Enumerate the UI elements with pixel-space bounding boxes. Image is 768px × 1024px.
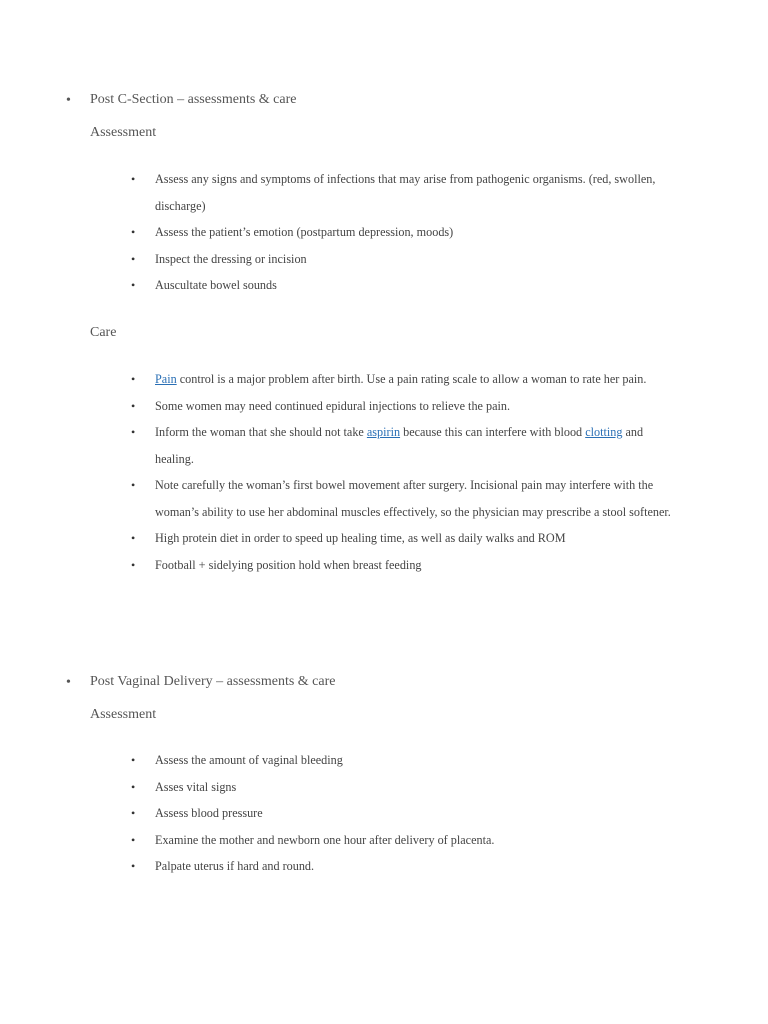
bullet-icon: • — [131, 278, 136, 292]
list-item: • Assess the patient’s emotion (postpartum depression, moods) — [0, 219, 685, 246]
pain-link[interactable]: Pain — [155, 372, 177, 386]
vaginal-assessment-heading: Assessment — [90, 707, 157, 722]
list-item: • Note carefully the woman’s first bowel movement after surgery. Incisional pain may interfere with the woman’s ability to use her abdominal muscles effectively, so the physician may prescribe a stool softener. — [0, 472, 685, 525]
bullet-icon: • — [66, 675, 71, 690]
bullet-icon: • — [131, 398, 136, 413]
bullet-icon: • — [131, 251, 136, 266]
list-item: • Assess any signs and symptoms of infections that may arise from pathogenic organisms. (red, swollen, discharge) — [0, 166, 685, 219]
csection-assessment-heading: Assessment — [90, 125, 157, 140]
list-item: • Inform the woman that she should not take aspirin because this can interfere with blood clotting and healing. — [0, 419, 685, 472]
bullet-icon: • — [131, 557, 136, 572]
list-item: • Palpate uterus if hard and round. — [0, 853, 685, 880]
list-item: • Some women may need continued epidural injections to relieve the pain. — [0, 393, 685, 420]
bullet-icon: • — [131, 478, 136, 492]
vaginal-assessment-list — [0, 747, 768, 880]
vaginal-title: Post Vaginal Delivery – assessments & care — [90, 674, 336, 689]
bullet-icon: • — [131, 779, 136, 794]
bullet-icon: • — [131, 832, 136, 847]
csection-care-list — [0, 366, 768, 578]
list-item: • Pain control is a major problem after birth. Use a pain rating scale to allow a woman to rate her pain. — [0, 366, 685, 393]
bullet-icon: • — [131, 859, 136, 873]
aspirin-link[interactable]: aspirin — [366, 425, 401, 439]
bullet-icon: • — [131, 225, 136, 239]
bullet-icon: • — [66, 93, 71, 108]
list-item: • Examine the mother and newborn one hour after delivery of placenta. — [0, 827, 685, 854]
list-item: • Assess the amount of vaginal bleeding — [0, 747, 685, 774]
list-item: • Asses vital signs — [0, 774, 685, 801]
clotting-link[interactable]: clotting — [585, 425, 623, 439]
list-item: • Assess blood pressure — [0, 800, 685, 827]
bullet-icon: • — [131, 425, 136, 439]
csection-assessment-list — [0, 166, 768, 299]
csection-care-heading: Care — [90, 325, 117, 340]
bullet-icon: • — [131, 531, 136, 545]
csection-title: Post C-Section – assessments & care — [90, 92, 297, 107]
list-item: • Football + sidelying position hold when breast feeding — [0, 552, 685, 579]
bullet-icon: • — [131, 172, 136, 186]
bullet-icon: • — [131, 372, 136, 386]
list-item: • High protein diet in order to speed up healing time, as well as daily walks and ROM — [0, 525, 685, 552]
bullet-icon: • — [131, 806, 136, 820]
list-item: • Inspect the dressing or incision — [0, 246, 685, 273]
bullet-icon: • — [131, 753, 136, 767]
list-item: • Auscultate bowel sounds — [0, 272, 685, 299]
